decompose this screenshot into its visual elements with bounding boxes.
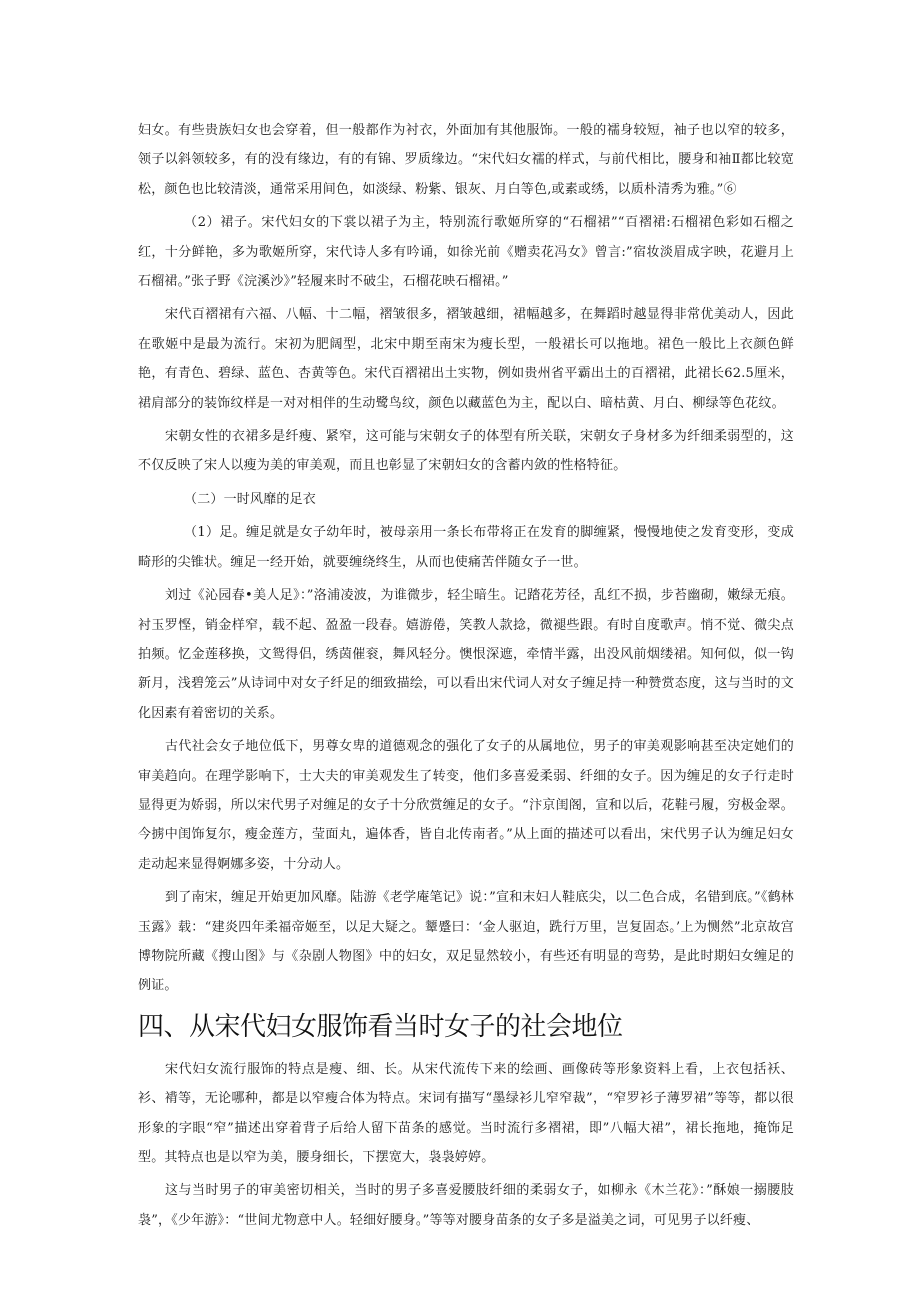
paragraph-southern-song: 到了南宋，缠足开始更加风靡。陆游《老学庵笔记》说：”宣和末妇人鞋底尖，以二色合成，名错到底。”《鹤林玉露》载：“建炎四年柔福帝姬至，以足大疑之。颦蹙曰：‘金人驱迫，跣行万里，岂复固态。’上为恻然”北京故宫博物院所藏《搜山图》与《杂剧人物图》中的妇女，双足显然较小，有些还有明显的弯势，是此时期妇女缠足的例证。 [138,890,794,994]
section-heading: 四、从宋代妇女服饰看当时女子的社会地位 [138,1011,623,1042]
paragraph-pleated-skirt: 宋代百褶裙有六福、八幅、十二幅，褶皱很多，褶皱越细，裙幅越多，在舞蹈时越显得非常优美动人，因此在歌姬中是最为流行。宋初为肥阔型，北宋中期至南宋为瘦长型，一般裙长可以拖地。裙色一般比上衣颜色鲜艳，有青色、碧绿、蓝色、杏黄等色。宋代百褶裙出土实物，例如贵州省平霸出土的百褶裙，此裙长62.5厘米，裙肩部分的装饰纹样是一对对相伴的生动鹭鸟纹，颜色以藏蓝色为主，配以白、暗枯黄、月白、柳绿等色花纹。 [138,307,794,411]
paragraph-liu-guo-poem: 刘过《沁园春•美人足》：”洛浦凌波，为谁微步，轻尘暗生。记踏花芳径，乱红不损，步苔幽砌，嫩绿无痕。衬玉罗悭，销金样窄，载不起、盈盈一段春。嬉游倦，笑教人款捻，微褪些跟。有时自度歌声。悄不觉、微尖点拍频。忆金莲移换，文鸳得侣，绣茵催衮，舞风轻分。懊恨深遮，牵情半露，出没风前烟缕裙。知何似，似一钩新月，浅碧笼云”从诗词中对女子纤足的细致描绘，可以看出宋代词人对女子缠足持一种赞赏态度，这与当时的文化因素有着密切的关系。 [138,588,794,721]
paragraph-male-aesthetics: 这与当时男子的审美密切相关，当时的男子多喜爱腰肢纤细的柔弱女子，如柳永《木兰花》：”酥娘一搦腰肢袅”，《少年游》：“世间尤物意中人。轻细好腰身。”等等对腰身苗条的女子多是溢美之词，可见男子以纤瘦、 [138,1183,794,1228]
paragraph-fashion-features: 宋代妇女流行服饰的特点是瘦、细、长。从宋代流传下来的绘画、画像砖等形象资料上看，上衣包括袄、衫、褙等，无论哪种，都是以窄瘦合体为特点。宋词有描写“墨绿衫儿窄窄裁”，“窄罗衫子薄罗裙”等等，都以很形象的字眼“窄”描述出穿着背子后给人留下苗条的感觉。当时流行多褶裙，即”八幅大裙”，裙长拖地，掩饰足型。其特点也是以窄为美，腰身细长，下摆宽大，袅袅婷婷。 [138,1061,794,1165]
subsection-heading-footwear: （二）一时风靡的足衣 [184,491,317,507]
paragraph-foot-binding: （1）足。缠足就是女子幼年时，被母亲用一条长布带将正在发育的脚缠紧，慢慢地使之发育变形，变成畸形的尖锥状。缠足一经开始，就要缠绕终生，从而也使痛苦伴随女子一世。 [138,525,794,570]
paragraph-slim-clothing: 宋朝女性的衣裙多是纤瘦、紧窄，这可能与宋朝女子的体型有所关联，宋朝女子身材多为纤细柔弱型的，这不仅反映了宋人以瘦为美的审美观，而且也彰显了宋朝妇女的含蓄内敛的性格特征。 [138,429,794,474]
document-body [138,116,794,1239]
paragraph-skirt: （2）裙子。宋代妇女的下裳以裙子为主，特别流行歌姬所穿的“石榴裙”“百褶裙:石榴裙色彩如石榴之红，十分鲜艳，多为歌姬所穿，宋代诗人多有吟诵，如徐光前《赠卖花冯女》曾言:”宿妆淡眉成字映，花避月上石榴裙。”张子野《浣溪沙》”轻履来时不破尘，石榴花映石榴裙。” [138,215,794,290]
paragraph-social-status: 古代社会女子地位低下，男尊女卑的道德观念的强化了女子的从属地位，男子的审美观影响甚至决定她们的审美趋向。在理学影响下，士大夫的审美观发生了转变，他们多喜爱柔弱、纤细的女子。因为缠足的女子行走时显得更为娇弱，所以宋代男子对缠足的女子十分欣赏缠足的女子。“汴京闺阁，宣和以后，花鞋弓履，穷极金翠。今掳中闺饰复尔，瘦金莲方，莹面丸，遍体香，皆自北传南者。”从上面的描述可以看出，宋代男子认为缠足妇女走动起来显得婀娜多姿，十分动人。 [138,739,794,872]
paragraph-ru-style: 妇女。有些贵族妇女也会穿着，但一般都作为衬衣，外面加有其他服饰。一般的襦身较短，袖子也以窄的较多，领子以斜领较多，有的没有缘边，有的有锦、罗质缘边。“宋代妇女襦的样式，与前代相比，腰身和袖Ⅱ都比较宽松，颜色也比较清淡，通常采用间色，如淡绿、粉紫、银灰、月白等色,或素或绣，以质朴清秀为雅。”⑥ [138,123,794,197]
